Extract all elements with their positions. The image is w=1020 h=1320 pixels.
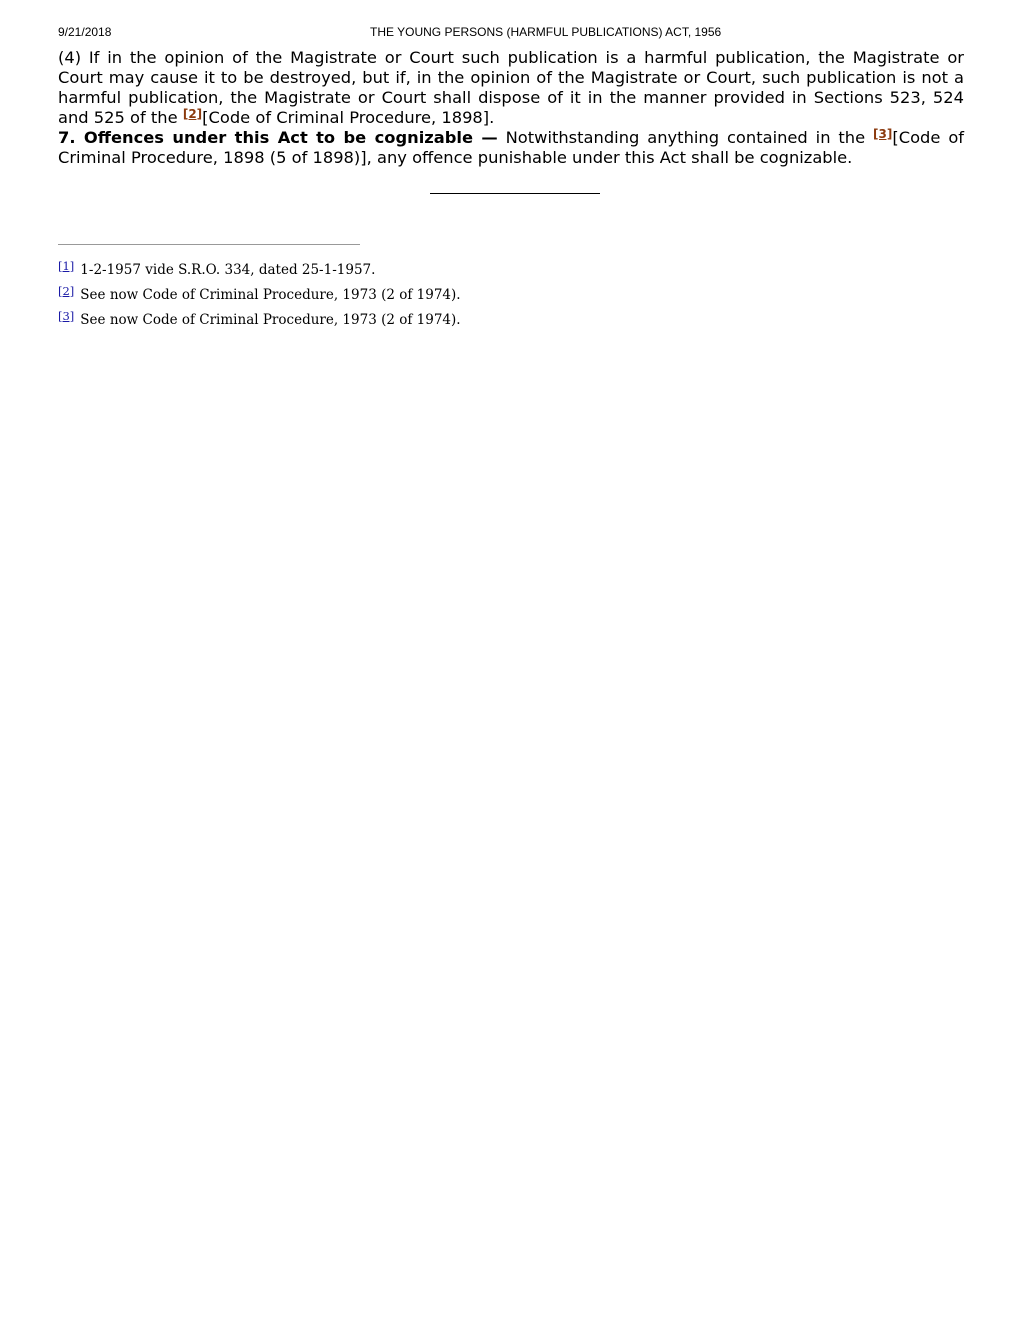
footnote-3-text: See now Code of Criminal Procedure, 1973 (2 of 1974). xyxy=(80,312,461,328)
section-7-citation: [Code of Criminal Procedure, 1898 (5 of 1898)], any offence punishable under this Act shall be cognizable. xyxy=(58,128,965,167)
act-body xyxy=(58,48,964,168)
clause-4-citation: [Code of Criminal Procedure, 1898]. xyxy=(202,108,495,127)
footnote-3-backlink[interactable]: [3] xyxy=(58,309,75,323)
end-of-text-divider xyxy=(430,193,600,194)
footnote-divider xyxy=(58,244,360,245)
footnote-ref-3-link[interactable]: [3] xyxy=(873,127,893,141)
clause-4-text: (4) If in the opinion of the Magistrate or Court such publication is a harmful publication, the Magistrate or Court may cause it to be destroyed, but if, in the opinion of the Magistrate or Court, such publication is not a harmful publication, the Magistrate or Court shall dispose of it in the manner provided in Sections 523, 524 and 525 of the xyxy=(58,48,964,127)
print-header xyxy=(58,24,962,40)
footnotes-list xyxy=(58,258,758,333)
footnote-item xyxy=(58,283,758,308)
footnote-item xyxy=(58,258,758,283)
clause-4-paragraph xyxy=(58,48,964,128)
footnote-ref-2-link[interactable]: [2] xyxy=(182,107,203,121)
footnote-1-text: 1-2-1957 vide S.R.O. 334, dated 25-1-1957. xyxy=(80,262,376,278)
footnote-2-text: See now Code of Criminal Procedure, 1973 (2 of 1974). xyxy=(80,287,461,303)
print-date: 9/21/2018 xyxy=(58,25,112,39)
section-7-heading: 7. Offences under this Act to be cognizable — xyxy=(58,128,498,147)
footnote-2-backlink[interactable]: [2] xyxy=(58,284,75,298)
footnote-item xyxy=(58,308,758,333)
document-title: THE YOUNG PERSONS (HARMFUL PUBLICATIONS) ACT, 1956 xyxy=(370,25,722,39)
section-7-paragraph xyxy=(58,128,964,168)
footnote-1-backlink[interactable]: [1] xyxy=(58,259,75,273)
section-7-text: Notwithstanding anything contained in the xyxy=(497,128,874,147)
